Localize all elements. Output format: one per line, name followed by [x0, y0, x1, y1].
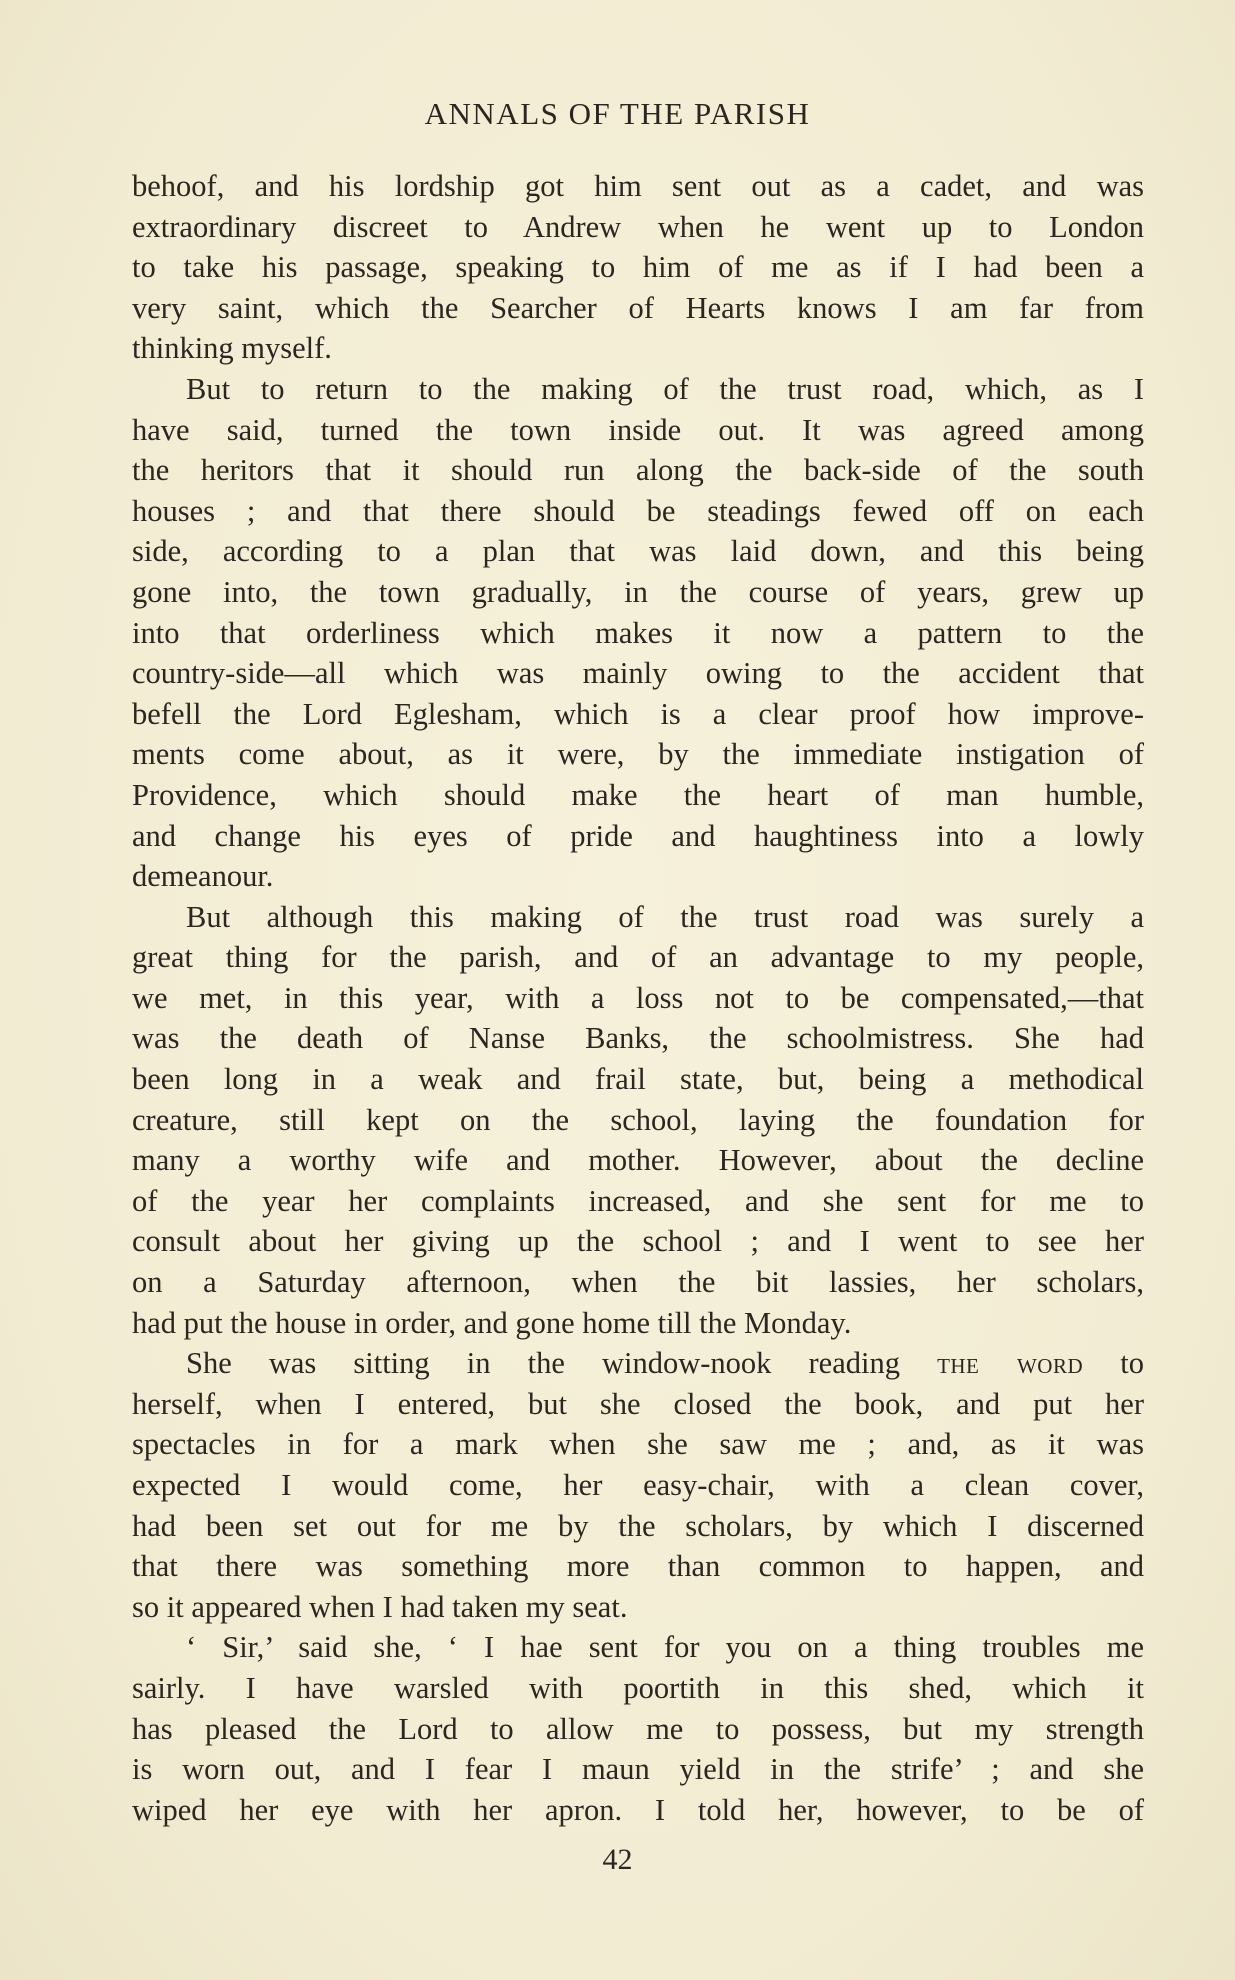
text-line: houses ; and that there should be steadings fewed off on each: [132, 493, 1144, 528]
text-line: so it appeared when I had taken my seat.: [132, 1589, 628, 1624]
text-line: side, according to a plan that was laid down, and this being: [132, 534, 1144, 569]
text-line: wiped her eye with her apron. I told her, however, to be of: [132, 1792, 1144, 1827]
text-line: very saint, which the Searcher of Hearts knows I am far from: [132, 290, 1144, 325]
paragraph-start-line: But to return to the making of the trust road, which, as I: [186, 371, 1144, 406]
small-caps-the-word: the word: [937, 1346, 1084, 1381]
text-line: had been set out for me by the scholars, by which I discerned: [132, 1508, 1144, 1543]
text-line: was the death of Nanse Banks, the schoolmistress. She had: [132, 1021, 1144, 1056]
text-line: consult about her giving up the school ; and I went to see her: [132, 1224, 1144, 1259]
text-line: and change his eyes of pride and haughtiness into a lowly: [132, 818, 1144, 853]
text-line: have said, turned the town inside out. It was agreed among: [132, 412, 1144, 447]
text-line: been long in a weak and frail state, but, being a methodical: [132, 1062, 1144, 1097]
text-line: sairly. I have warsled with poortith in this shed, which it: [132, 1670, 1144, 1705]
word-line-before: She was sitting in the window-nook reading: [186, 1346, 938, 1381]
text-line: Providence, which should make the heart of man humble,: [132, 777, 1144, 812]
text-line: befell the Lord Eglesham, which is a clear proof how improve-: [132, 696, 1144, 731]
text-line: we met, in this year, with a loss not to be compensated,—that: [132, 980, 1144, 1015]
text-line: of the year her complaints increased, and she sent for me to: [132, 1183, 1144, 1218]
text-line: has pleased the Lord to allow me to possess, but my strength: [132, 1711, 1144, 1746]
page-number: 42: [602, 1843, 633, 1876]
text-line: on a Saturday afternoon, when the bit lassies, her scholars,: [132, 1265, 1144, 1300]
text-line: creature, still kept on the school, laying the foundation for: [132, 1102, 1144, 1137]
text-line: thinking myself.: [132, 331, 332, 366]
text-line: many a worthy wife and mother. However, about the decline: [132, 1143, 1144, 1178]
text-line: the heritors that it should run along the back-side of the south: [132, 453, 1144, 488]
running-title: ANNALS OF THE PARISH: [424, 96, 811, 131]
text-line: great thing for the parish, and of an advantage to my people,: [132, 940, 1144, 975]
text-line: is worn out, and I fear I maun yield in the strife’ ; and she: [132, 1752, 1144, 1787]
text-line: expected I would come, her easy-chair, with a clean cover,: [132, 1468, 1144, 1502]
text-line: country-side—all which was mainly owing to the accident that: [132, 656, 1144, 691]
word-line-after: to: [1083, 1346, 1144, 1381]
text-line: that there was something more than common to happen, and: [132, 1549, 1144, 1584]
paragraph-start-line: But although this making of the trust road was surely a: [186, 899, 1144, 934]
text-line: gone into, the town gradually, in the course of years, grew up: [132, 574, 1144, 609]
text-line: to take his passage, speaking to him of me as if I had been a: [132, 250, 1144, 285]
text-line: demeanour.: [132, 859, 274, 894]
paragraph-start-line: [132, 1343, 1144, 1384]
text-line: spectacles in for a mark when she saw me ; and, as it was: [132, 1427, 1144, 1462]
paragraph-start-line: ‘ Sir,’ said she, ‘ I hae sent for you on a thing troubles me: [186, 1630, 1144, 1665]
body-text: [132, 166, 1144, 1830]
text-line: had put the house in order, and gone home till the Monday.: [132, 1305, 852, 1340]
text-line: ments come about, as it were, by the immediate instigation of: [132, 737, 1144, 772]
text-line: behoof, and his lordship got him sent out as a cadet, and was: [132, 169, 1144, 203]
text-line: into that orderliness which makes it now a pattern to the: [132, 615, 1144, 650]
text-line: extraordinary discreet to Andrew when he went up to London: [132, 209, 1144, 244]
text-line: herself, when I entered, but she closed the book, and put her: [132, 1386, 1144, 1421]
